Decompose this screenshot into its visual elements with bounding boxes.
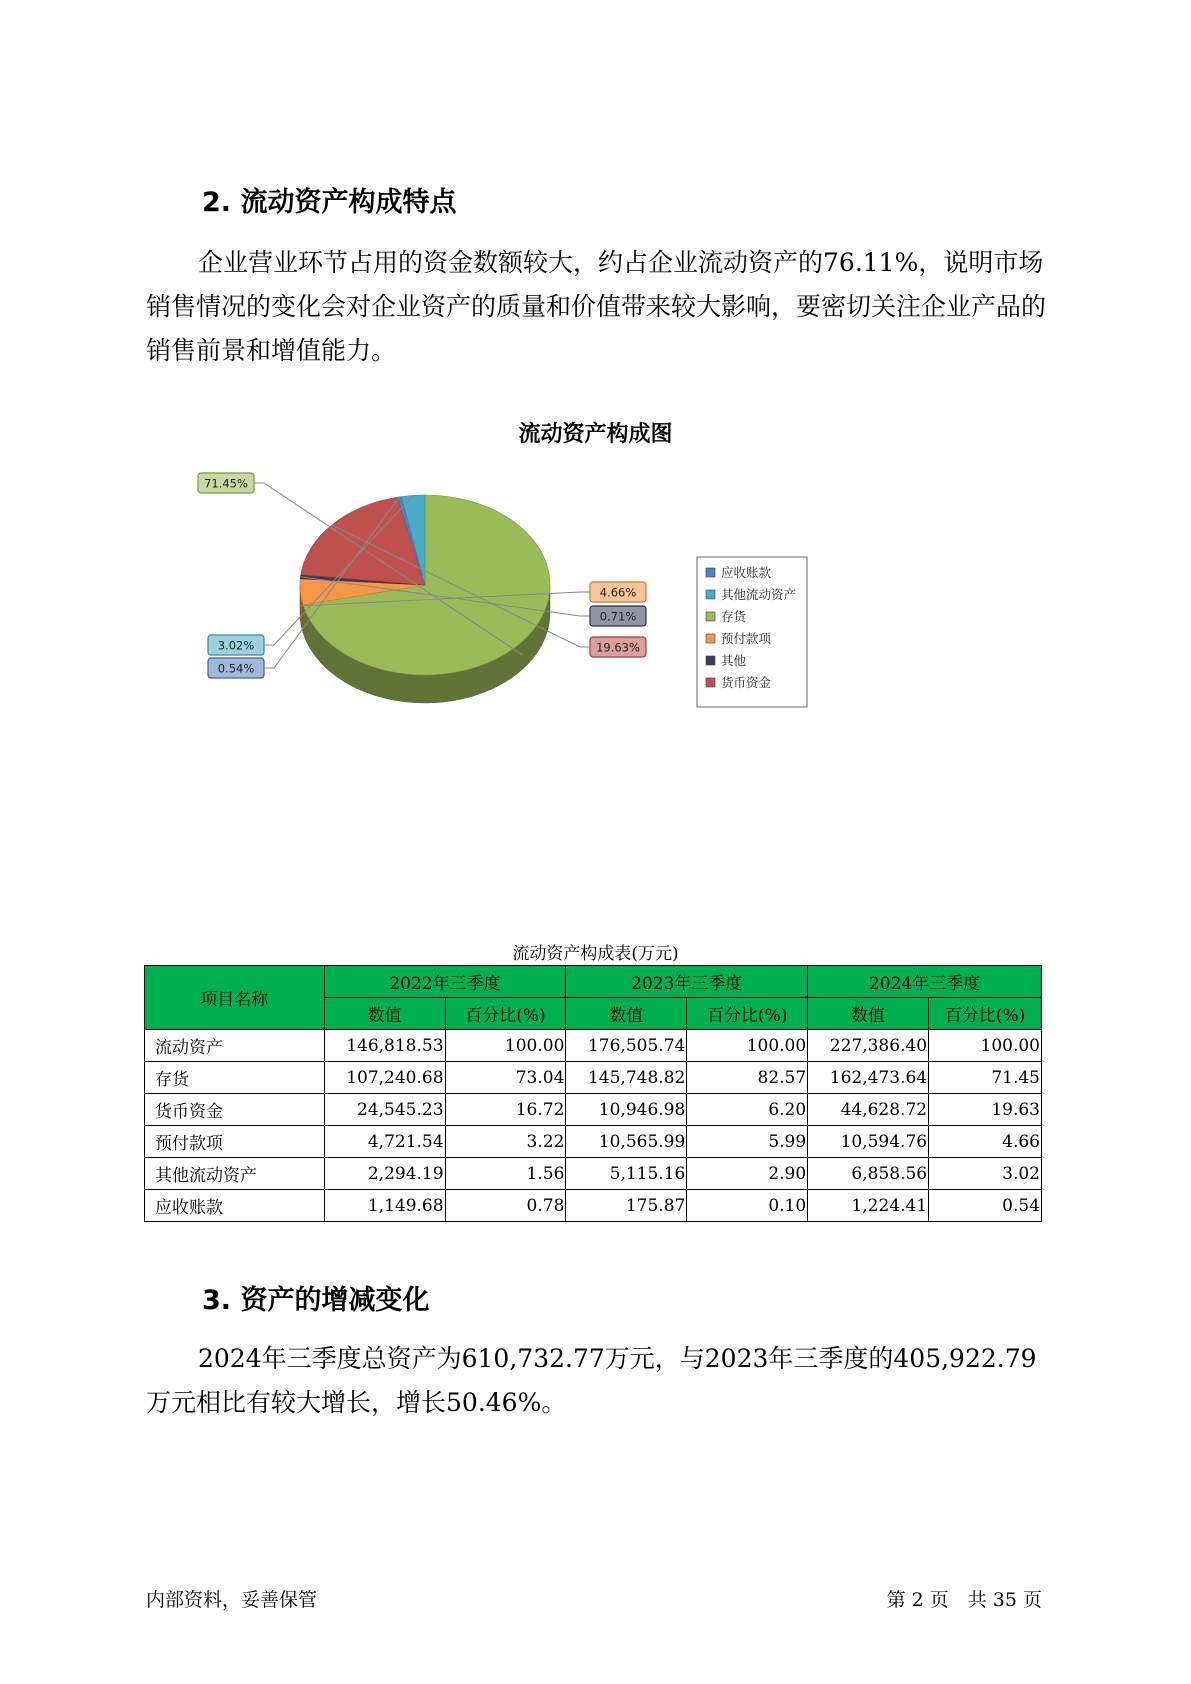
- cell: 0.78: [445, 1190, 566, 1222]
- legend-label: 货币资金: [721, 675, 772, 690]
- footer-confidential-note: 内部资料，妥善保管: [146, 1589, 318, 1611]
- table-subheader-percent: 百分比(%): [445, 998, 566, 1030]
- cell: 107,240.68: [324, 1062, 445, 1094]
- data-label: 3.02%: [217, 638, 255, 653]
- cell: 162,473.64: [808, 1062, 929, 1094]
- cell: 2.90: [687, 1158, 808, 1190]
- cell: 5.99: [687, 1126, 808, 1158]
- cell: 24,545.23: [324, 1094, 445, 1126]
- cell: 6.20: [687, 1094, 808, 1126]
- table-caption: 流动资产构成表(万元): [512, 944, 679, 964]
- table-header-item: 项目名称: [145, 966, 325, 1030]
- table-row: [145, 1062, 1042, 1094]
- cell: 100.00: [445, 1030, 566, 1062]
- legend-label: 其他: [721, 653, 747, 668]
- cell: 82.57: [687, 1062, 808, 1094]
- paragraph-text: 2024年三季度总资产为610,732.77万元，与2023年三季度的405,922.79万元相比有较大增长，增长50.46%。: [146, 1344, 1037, 1417]
- cell: 145,748.82: [566, 1062, 687, 1094]
- legend-swatch: [706, 634, 715, 643]
- table-row: [145, 1030, 1042, 1062]
- table-header-period: 2024年三季度: [808, 966, 1042, 998]
- row-name: 预付款项: [145, 1126, 325, 1158]
- legend-swatch: [706, 590, 715, 599]
- cell: 4.66: [929, 1126, 1042, 1158]
- cell: 71.45: [929, 1062, 1042, 1094]
- section-paragraph-asset-change: [146, 1337, 1046, 1425]
- row-name: 其他流动资产: [145, 1158, 325, 1190]
- cell: 176,505.74: [566, 1030, 687, 1062]
- cell: 1,224.41: [808, 1190, 929, 1222]
- section-paragraph-current-assets: [146, 241, 1046, 373]
- table-subheader-value: 数值: [808, 998, 929, 1030]
- table-subheader-value: 数值: [566, 998, 687, 1030]
- table-header-period: 2023年三季度: [566, 966, 808, 998]
- chart-title: 流动资产构成图: [518, 422, 673, 447]
- table-header-period: 2022年三季度: [324, 966, 566, 998]
- table-row: [145, 1094, 1042, 1126]
- cell: 1.56: [445, 1158, 566, 1190]
- cell: 3.02: [929, 1158, 1042, 1190]
- section-heading-current-assets: 2. 流动资产构成特点: [202, 187, 457, 218]
- legend-swatch: [706, 612, 715, 621]
- data-label: 19.63%: [596, 640, 640, 655]
- cell: 227,386.40: [808, 1030, 929, 1062]
- cell: 146,818.53: [324, 1030, 445, 1062]
- legend-swatch: [706, 656, 715, 665]
- table-subheader-percent: 百分比(%): [687, 998, 808, 1030]
- legend-label: 应收账款: [721, 565, 772, 580]
- section-heading-asset-change: 3. 资产的增减变化: [202, 1285, 430, 1316]
- cell: 0.10: [687, 1190, 808, 1222]
- current-assets-table: [144, 965, 1042, 1222]
- cell: 44,628.72: [808, 1094, 929, 1126]
- cell: 6,858.56: [808, 1158, 929, 1190]
- table-row: [145, 1158, 1042, 1190]
- cell: 100.00: [687, 1030, 808, 1062]
- cell: 19.63: [929, 1094, 1042, 1126]
- cell: 1,149.68: [324, 1190, 445, 1222]
- data-label: 0.54%: [217, 661, 255, 676]
- footer-page-number: 第 2 页 共 35 页: [886, 1589, 1042, 1611]
- cell: 10,565.99: [566, 1126, 687, 1158]
- cell: 73.04: [445, 1062, 566, 1094]
- table-subheader-percent: 百分比(%): [929, 998, 1042, 1030]
- paragraph-text: 企业营业环节占用的资金数额较大，约占企业流动资产的76.11%，说明市场销售情况的变化会对企业资产的质量和价值带来较大影响，要密切关注企业产品的销售前景和增值能力。: [146, 248, 1047, 365]
- cell: 5,115.16: [566, 1158, 687, 1190]
- row-name: 应收账款: [145, 1190, 325, 1222]
- cell: 3.22: [445, 1126, 566, 1158]
- legend-label: 预付款项: [721, 631, 772, 646]
- legend-label: 存货: [721, 609, 747, 624]
- table-subheader-value: 数值: [324, 998, 445, 1030]
- cell: 100.00: [929, 1030, 1042, 1062]
- legend-swatch: [706, 678, 715, 687]
- cell: 4,721.54: [324, 1126, 445, 1158]
- table-row: [145, 1190, 1042, 1222]
- cell: 10,594.76: [808, 1126, 929, 1158]
- cell: 2,294.19: [324, 1158, 445, 1190]
- legend-swatch: [706, 568, 715, 577]
- data-label: 4.66%: [599, 585, 637, 600]
- cell: 175.87: [566, 1190, 687, 1222]
- row-name: 货币资金: [145, 1094, 325, 1126]
- legend-label: 其他流动资产: [721, 587, 797, 602]
- cell: 10,946.98: [566, 1094, 687, 1126]
- pie-chart: [0, 476, 1191, 785]
- table-row: [145, 1126, 1042, 1158]
- row-name: 流动资产: [145, 1030, 325, 1062]
- data-label: 0.71%: [599, 609, 637, 624]
- row-name: 存货: [145, 1062, 325, 1094]
- data-label: 71.45%: [204, 476, 248, 491]
- cell: 16.72: [445, 1094, 566, 1126]
- cell: 0.54: [929, 1190, 1042, 1222]
